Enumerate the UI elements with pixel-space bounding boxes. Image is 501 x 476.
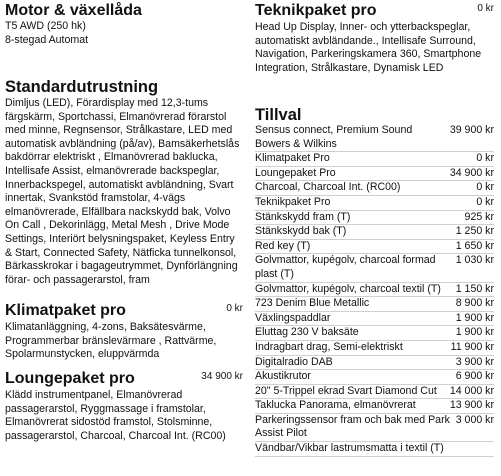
engine-line-1: T5 AWD (250 hk)	[5, 20, 86, 32]
climate-price: 0 kr	[226, 303, 243, 314]
option-name: Golvmattor, kupégolv, charcoal formad plast (T)	[255, 254, 436, 280]
option-price: 3 900 kr	[455, 355, 494, 368]
lounge-text: Klädd instrumentpanel, Elmanövrerad passagerarstol, Ryggmassage i framstolar, Elmanövrerat sidostöd framstol, Stolsminne, passagerarstol, Charcoal, Charcoal Int. (RC00)	[5, 389, 226, 442]
option-row	[255, 181, 494, 196]
option-name: Red key (T)	[255, 239, 311, 252]
option-name: Digitalradio DAB	[255, 355, 333, 368]
option-price: 0 kr	[476, 195, 494, 208]
option-name: Stänkskydd bak (T)	[255, 225, 347, 238]
option-name: Eluttag 230 V baksäte	[255, 326, 359, 339]
options-section	[255, 106, 494, 457]
option-price: 0 kr	[476, 152, 494, 165]
option-price: 39 900 kr	[449, 124, 494, 136]
option-row	[255, 341, 494, 356]
engine-title: Motor & växellåda	[5, 2, 142, 19]
option-price: 925 kr	[464, 210, 494, 223]
option-price: 1 150 kr	[455, 282, 494, 295]
climate-header	[5, 302, 243, 320]
option-price: 1 030 kr	[455, 254, 494, 267]
engine-line-2: 8-stegad Automat	[5, 33, 89, 46]
option-row	[255, 254, 494, 282]
climate-section	[5, 302, 243, 362]
option-row	[255, 414, 494, 442]
option-row	[255, 297, 494, 312]
option-row	[255, 283, 494, 298]
option-name: Vändbar/Vikbar lastrumsmatta i textil (T)	[255, 442, 444, 455]
option-price: 34 900 kr	[449, 166, 494, 179]
lounge-section	[5, 370, 243, 443]
option-name: Växlingspaddlar	[255, 311, 331, 324]
option-name: Indragbart drag, Semi-elektriskt	[255, 340, 403, 353]
option-name: Parkeringssensor fram och bak med Park Assist Pilot	[255, 413, 450, 440]
option-row	[255, 211, 494, 226]
option-price: 6 900 kr	[455, 370, 494, 383]
climate-title: Klimatpaket pro	[5, 302, 126, 319]
option-price: 11 900 kr	[450, 340, 494, 353]
option-row	[255, 442, 494, 457]
options-list	[255, 124, 494, 457]
option-row	[255, 385, 494, 400]
option-price: 1 250 kr	[455, 225, 494, 238]
option-name: Golvmattor, kupégolv, charcoal textil (T)	[255, 282, 441, 295]
climate-text: Klimatanläggning, 4-zons, Baksätesvärme, Programmerbar bränslevärmare , Rattvärme, Spolarmunstycken, eluppvärmda	[5, 321, 217, 361]
option-name: Klimatpaket Pro	[255, 152, 330, 165]
option-price: 14 000 kr	[449, 384, 494, 397]
option-name: Akustikrutor	[255, 370, 311, 383]
lounge-title: Loungepaket pro	[5, 370, 135, 387]
option-name: Teknikpaket Pro	[255, 195, 331, 208]
option-name: Taklucka Panorama, elmanövrerat	[255, 399, 416, 412]
options-title: Tillval	[255, 106, 302, 124]
option-price: 8 900 kr	[455, 297, 494, 310]
option-row	[255, 312, 494, 327]
option-row	[255, 240, 494, 255]
option-name: 20" 5-Trippel ekrad Svart Diamond Cut	[255, 384, 437, 397]
option-price: 1 900 kr	[455, 311, 494, 324]
standard-section	[5, 78, 243, 287]
option-row	[255, 370, 494, 385]
option-row	[255, 326, 494, 341]
lounge-price: 34 900 kr	[201, 371, 243, 382]
option-price: 1 900 kr	[455, 326, 494, 339]
option-row	[255, 124, 494, 152]
option-name: Charcoal, Charcoal Int. (RC00)	[255, 181, 401, 194]
option-price: 3 000 kr	[455, 413, 494, 426]
option-row	[255, 399, 494, 414]
tech-price: 0 kr	[477, 3, 494, 14]
standard-title: Standardutrustning	[5, 78, 159, 96]
tech-title: Teknikpaket pro	[255, 2, 377, 19]
engine-section	[5, 2, 243, 47]
option-price: 0 kr	[476, 181, 494, 194]
option-row	[255, 196, 494, 211]
option-price: 13 900 kr	[449, 399, 494, 412]
option-row	[255, 225, 494, 240]
option-name: Loungepaket Pro	[255, 166, 336, 179]
option-name: Sensus connect, Premium Sound Bowers & Wilkins	[255, 124, 413, 150]
lounge-header	[5, 370, 243, 388]
option-row	[255, 167, 494, 182]
option-name: Stänkskydd fram (T)	[255, 210, 351, 223]
option-row	[255, 356, 494, 371]
tech-header	[255, 2, 494, 20]
tech-text: Head Up Display, Inner- och ytterbackspeglar, automatiskt avbländande., Intellisafe Surround, Navigation, Parkeringskamera 360, Smartphone Integration, Strålkastare, Dynamisk LED	[255, 21, 482, 74]
option-row	[255, 152, 494, 167]
tech-section	[255, 2, 494, 75]
option-name: 723 Denim Blue Metallic	[255, 297, 370, 310]
standard-text: Dimljus (LED), Förardisplay med 12,3-tums färgskärm, Sportchassi, Elmanövrerad förarstol med minne, Regnsensor, Strålkastare, LED med automatisk avbländning (på/av), Bamsäkerhetslås bakdörrar elektriskt , Elmanövrerad baklucka, Intellisafe Assist, elmanövrerade backspeglar, Innerbackspegel, automatiskt avbländning, Svart innertak, Svankstöd framstolar, 4-vägs elmanövrerade, Elfällbara nackskydd bak, Volvo On Call , Dekorinlägg, Metal Mesh , Drive Mode Settings, Interiört belysningspaket, Keyless Entry & Start, Connected Safety, Nätficka tunnelkonsol, Bärkasskrokar i bagageutrymmet, Dynförlängning förar- och passagerarstol, fram	[5, 97, 240, 286]
option-price: 1 650 kr	[455, 239, 494, 252]
